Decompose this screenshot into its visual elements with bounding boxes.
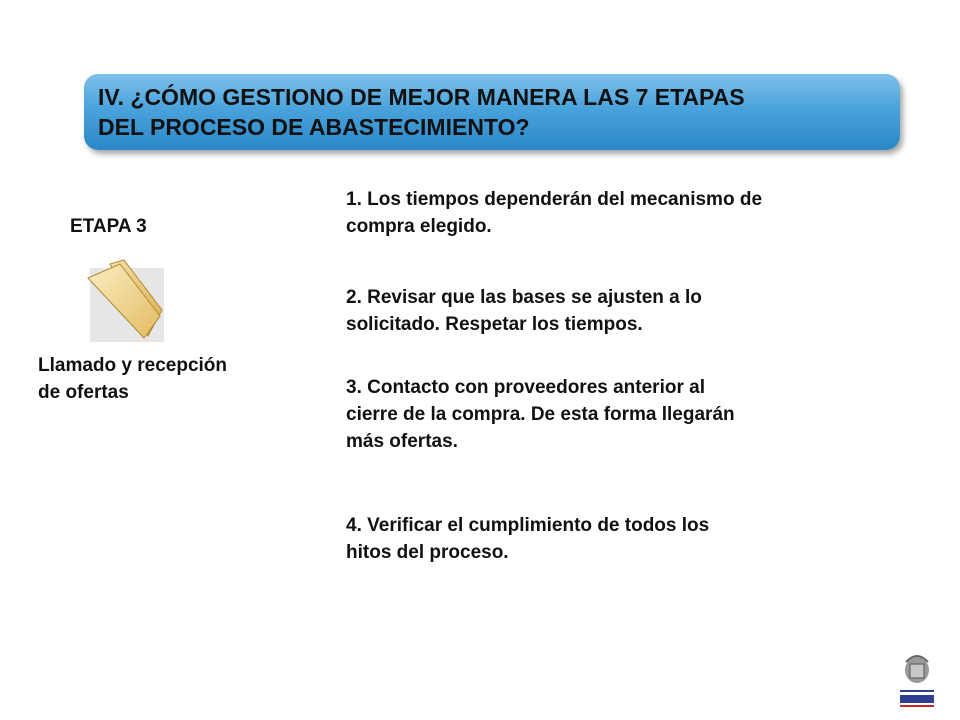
title-banner (84, 74, 900, 150)
stage-title: ETAPA 3 (70, 216, 147, 237)
slide-title: IV. ¿CÓMO GESTIONO DE MEJOR MANERA LAS 7 ETAPAS DEL PROCESO DE ABASTECIMIENTO? (98, 84, 745, 140)
folder-icon (82, 258, 166, 342)
step-item-3: 3. Contacto con proveedores anterior al cierre de la compra. De esta forma llegarán más ofertas. (346, 377, 735, 452)
government-logo (892, 652, 942, 710)
stage-label: Llamado y recepción de ofertas (38, 355, 228, 403)
step-item-2: 2. Revisar que las bases se ajusten a lo solicitado. Respetar los tiempos. (346, 287, 702, 335)
step-item-4: 4. Verificar el cumplimiento de todos los hitos del proceso. (346, 515, 710, 563)
step-item-1: 1. Los tiempos dependerán del mecanismo de compra elegido. (346, 189, 763, 237)
